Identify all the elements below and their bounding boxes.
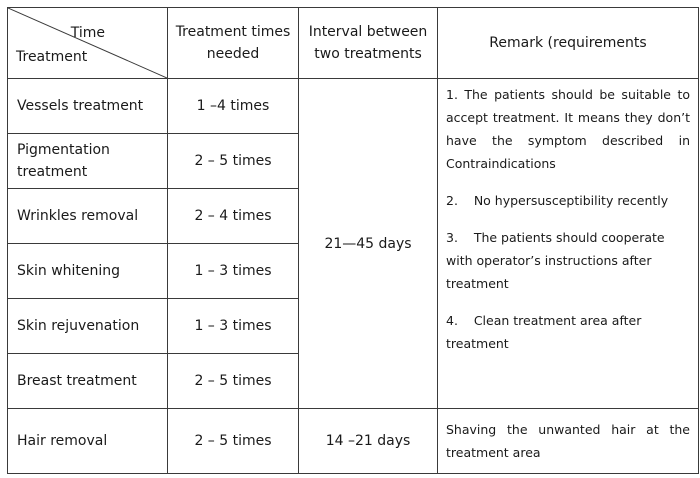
remark-item: 2. No hypersusceptibility recently	[446, 193, 669, 208]
header-diagonal-cell	[8, 8, 168, 79]
row-times: 1 – 3 times	[168, 244, 299, 299]
hair-name: Hair removal	[8, 409, 168, 474]
header-times-needed: Treatment times needed	[168, 8, 299, 79]
row-name: Skin whitening	[8, 244, 168, 299]
shared-interval: 21—45 days	[299, 79, 438, 409]
header-time: Time	[70, 25, 105, 41]
treatment-table	[7, 7, 699, 474]
row-times: 2 – 4 times	[168, 189, 299, 244]
header-remark: Remark (requirements	[438, 8, 699, 79]
row-times: 2 – 5 times	[168, 134, 299, 189]
row-name: Wrinkles removal	[8, 189, 168, 244]
header-interval: Interval between two treatments	[299, 8, 438, 79]
diagonal-line	[8, 8, 167, 78]
shared-remark	[438, 79, 699, 409]
table-row-hair-removal	[8, 409, 699, 474]
row-times: 2 – 5 times	[168, 354, 299, 409]
row-times: 1 –4 times	[168, 79, 299, 134]
hair-remark: Shaving the unwanted hair at the treatment area	[438, 409, 699, 474]
remark-item: 3. The patients should cooperate with operator’s instructions after treatment	[446, 230, 669, 291]
hair-interval: 14 –21 days	[299, 409, 438, 474]
remark-item: 1. The patients should be suitable to accept treatment. It means they don’t have the symptom described in Contraindications	[446, 87, 690, 171]
row-times: 1 – 3 times	[168, 299, 299, 354]
header-treatment: Treatment	[16, 49, 88, 65]
hair-times: 2 – 5 times	[168, 409, 299, 474]
row-name: Vessels treatment	[8, 79, 168, 134]
remark-item: 4. Clean treatment area after treatment	[446, 313, 646, 351]
row-name: Skin rejuvenation	[8, 299, 168, 354]
table-row	[8, 79, 699, 134]
row-name: Breast treatment	[8, 354, 168, 409]
row-name: Pigmentation treatment	[8, 134, 168, 189]
